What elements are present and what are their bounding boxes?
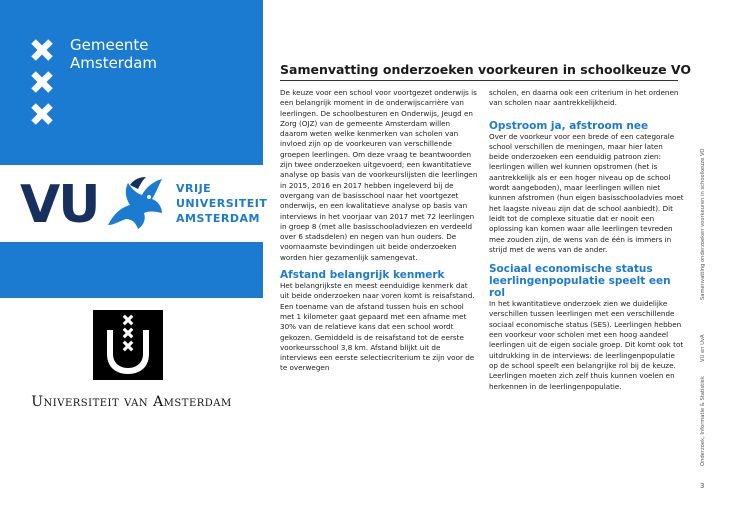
- gemeente-amsterdam-wordmark: [70, 36, 157, 72]
- section-text-ses: In het kwantitatieve onderzoek zien we duidelijke verschillen tussen leerlingen met een verschillende sociaal economische status (SES). Leerlingen hebben een voorkeur voor scholen met een hoog aandeel leerlingen uit de eigen sociale groep. Dit komt ook tot uitdrukking in de interviews: de leerlingenpopulatie op de school speelt een belangrijke rol bij de keuze. Leerlingen moeten zich zelf thuis kunnen voelen en herkennen in de leerlingenpopulatie.: [489, 299, 684, 391]
- page-number: 3: [700, 482, 705, 490]
- section-heading-ses: Sociaal economische status leerlingenpopulatie speelt een rol: [489, 263, 671, 300]
- gemeente-label: Gemeente: [70, 36, 149, 54]
- uva-crest-icon: [93, 310, 163, 380]
- vu-fullname: [176, 181, 267, 226]
- text-column-right: [489, 88, 685, 392]
- uva-logo-panel: [0, 298, 263, 530]
- vu-name-line1: VRIJE: [176, 182, 212, 195]
- amsterdam-label: Amsterdam: [70, 54, 158, 72]
- margin-running-header: [700, 74, 712, 464]
- griffin-icon: [100, 173, 166, 233]
- margin-label-vu-uva: VU en UvA: [700, 334, 706, 362]
- vu-logo-panel: [0, 165, 268, 242]
- page-title: Samenvatting onderzoeken voorkeuren in schoolkeuze VO: [280, 62, 691, 77]
- margin-label-ois: Onderzoek, Informatie & Statistiek: [700, 376, 706, 466]
- vu-name-line3: AMSTERDAM: [176, 212, 260, 225]
- continued-paragraph: scholen, en daarna ook een criterium in het ordenen van scholen naar aantrekkelijkheid.: [489, 88, 679, 108]
- uva-wordmark: Universiteit van Amsterdam: [31, 394, 232, 410]
- section-heading-afstand: Afstand belangrijk kenmerk: [280, 269, 445, 282]
- margin-label-title: Samenvatting onderzoeken voorkeuren in schoolkeuze VO: [700, 148, 706, 300]
- amsterdam-xxx-logo: [28, 36, 56, 128]
- section-text-afstand: Het belangrijkste en meest eenduidige kenmerk dat uit beide onderzoeken naar voren komt is reisafstand. Een toename van de afstand tussen huis en school met 1 kilometer gaat gepaard met een afname met 30% van de relatieve kans dat een school wordt gekozen. Gemiddeld is de reisafstand tot de eerste voorkeursschool 3,8 km. Afstand blijkt uit de interviews een eerste selectiecriterium te zijn voor de te overwegen: [280, 281, 475, 373]
- section-heading-opstroom: Opstroom ja, afstroom nee: [489, 119, 649, 132]
- vu-letters: VU: [20, 175, 99, 235]
- title-divider: [280, 80, 678, 81]
- section-text-opstroom: Over de voorkeur voor een brede of een categorale school verschillen de meningen, maar hier laten beide onderzoeken een eenduidig patroon zien: leerlingen willen wel kunnen opstromen (het is aantrekkelijk als er een hoger niveau op de school wordt aangeboden), maar leerlingen willen niet kunnen afstromen (hun eigen basisschooladvies moet het laagste niveau zijn dat de school aanbiedt). Dit leidt tot de complexe situatie dat er nooit een oplossing kan komen waar alle leerlingen tevreden mee zouden zijn, de wens van de één is immers in strijd met de wens van de ander.: [489, 131, 684, 254]
- logo-sidebar: [0, 0, 268, 530]
- vu-name-line2: UNIVERSITEIT: [176, 197, 268, 210]
- text-column-left: [280, 88, 478, 374]
- intro-paragraph: De keuze voor een school voor voortgezet onderwijs is een belangrijk moment in de onderwijscarrière van leerlingen. De schoolbesturen en Onderwijs, Jeugd en Zorg (OJZ) van de gemeente Amsterdam willen daarom weten welke kenmerken van scholen van invloed zijn op de voorkeuren van verschillende groepen leerlingen. Om deze vraag te beantwoorden zijn twee onderzoeken uitgevoerd; een kwantitatieve analyse op basis van de voorkeurslijsten die leerlingen in 2015, 2016 en 2017 hebben ingeleverd bij de overgang van de basisschool naar het voortgezet onderwijs, en een kwalitatieve analyse op basis van interviews in het voorjaar van 2017 met 72 leerlingen in groep 8 (met alle basisschooladviezen en verdeeld over 6 stadsdelen) en negen van hun ouders. De voornaamste bevindingen uit beide onderzoeken worden hier gezamenlijk samengevat.: [280, 88, 478, 262]
